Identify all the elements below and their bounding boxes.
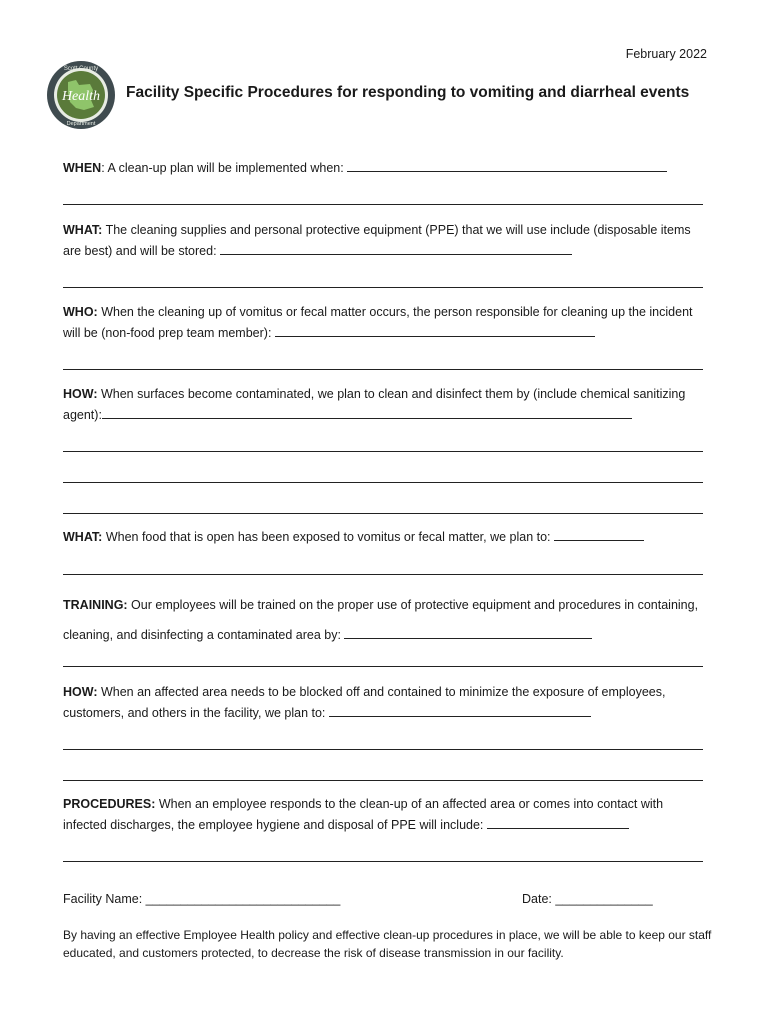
answer-line[interactable] xyxy=(63,749,703,750)
section-label: HOW: xyxy=(63,685,98,699)
answer-line[interactable] xyxy=(220,241,572,255)
answer-line[interactable] xyxy=(63,482,703,483)
answer-line[interactable] xyxy=(63,451,703,452)
section-text: When food that is open has been exposed to vomitus or fecal matter, we plan to: xyxy=(102,530,554,544)
section-training xyxy=(63,590,703,650)
section-text: When an employee responds to the clean-up of an affected area or comes into contact with infected discharges, the employee hygiene and disposal of PPE will include: xyxy=(63,797,664,832)
answer-line[interactable] xyxy=(63,780,703,781)
section-label: WHAT: xyxy=(63,223,103,237)
logo-top-text: Scott County xyxy=(63,66,99,72)
answer-line[interactable] xyxy=(344,625,592,639)
answer-line[interactable] xyxy=(487,815,629,829)
answer-line[interactable] xyxy=(554,527,644,541)
section-what-food xyxy=(63,527,703,548)
section-text: When an affected area needs to be blocked off and contained to minimize the exposure of employees, customers, and others in the facility, we plan to: xyxy=(63,685,666,720)
answer-line[interactable] xyxy=(63,574,703,575)
section-who xyxy=(63,302,703,344)
section-what-supplies xyxy=(63,220,703,262)
answer-line[interactable] xyxy=(63,666,703,667)
answer-line[interactable] xyxy=(63,204,703,205)
logo-bottom-text: Department xyxy=(66,121,96,127)
section-how-clean xyxy=(63,384,703,426)
section-text: When surfaces become contaminated, we plan to clean and disinfect them by (include chemical sanitizing agent): xyxy=(63,387,686,422)
health-department-logo xyxy=(46,60,116,130)
section-label: WHO: xyxy=(63,305,98,319)
document-date: February 2022 xyxy=(625,47,707,61)
answer-line[interactable] xyxy=(63,287,703,288)
answer-line[interactable] xyxy=(347,158,667,172)
section-label: WHEN xyxy=(63,161,102,175)
section-label: TRAINING: xyxy=(63,598,128,612)
section-label: HOW: xyxy=(63,387,98,401)
section-label: WHAT: xyxy=(63,530,103,544)
section-text: When the cleaning up of vomitus or fecal matter occurs, the person responsible for cleaning up the incident will be (non-food prep team member): xyxy=(63,305,693,340)
section-when: WHEN: A clean-up plan will be implemented when: xyxy=(63,158,703,179)
answer-line[interactable] xyxy=(329,703,591,717)
section-procedures xyxy=(63,794,703,836)
logo-main-text: Health xyxy=(61,89,101,104)
facility-name-field[interactable]: Facility Name: ____________________________ xyxy=(63,892,341,906)
closing-note: By having an effective Employee Health policy and effective clean-up procedures in place, we will be able to keep our staff educated, and customers protected, to decrease the risk of disease transmission in our facility. xyxy=(63,928,712,960)
answer-line[interactable] xyxy=(63,369,703,370)
section-text: A clean-up plan will be implemented when: xyxy=(104,161,348,175)
answer-line[interactable] xyxy=(63,513,703,514)
section-text: Our employees will be trained on the proper use of protective equipment and procedures in containing, cleaning, and disinfecting a contaminated area by: xyxy=(63,598,699,642)
date-field[interactable]: Date: ______________ xyxy=(522,892,653,906)
section-how-contain xyxy=(63,682,703,724)
answer-line[interactable] xyxy=(102,405,632,419)
page-title: Facility Specific Procedures for responding to vomiting and diarrheal events xyxy=(126,84,690,101)
section-label: PROCEDURES: xyxy=(63,797,156,811)
section-text: The cleaning supplies and personal protective equipment (PPE) that we will use include (disposable items are best) and will be stored: xyxy=(63,223,691,258)
answer-line[interactable] xyxy=(63,861,703,862)
answer-line[interactable] xyxy=(275,323,595,337)
